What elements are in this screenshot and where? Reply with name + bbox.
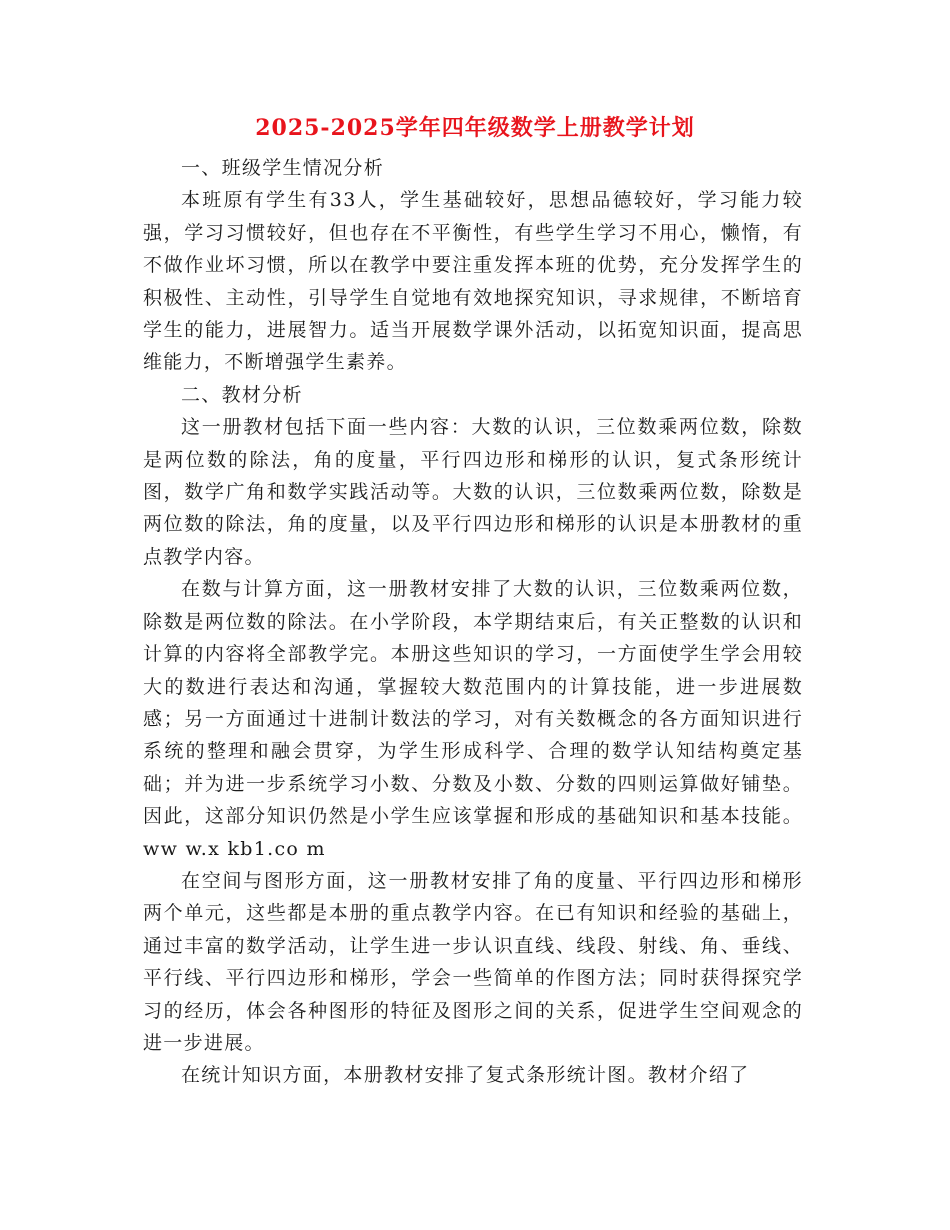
section-heading-textbook-analysis: 二、教材分析 xyxy=(181,383,303,406)
document-body xyxy=(143,152,803,1092)
paragraph-number-calculation: 在数与计算方面，这一册教材安排了大数的认识，三位数乘两位数，除数是两位数的除法。在小学阶段，本学期结束后，有关正整数的认识和计算的内容将全部教学完。本册这些知识的学习，一方面使学生学会用较大的数进行表达和沟通，掌握较大数范围内的计算技能，进一步进展数感；另一方面通过十进制计数法的学习，对有关数概念的各方面知识进行系统的整理和融会贯穿，为学生形成科学、合理的数学认知结构奠定基础；并为进一步系统学习小数、分数及小数、分数的四则运算做好铺垫。因此，这部分知识仍然是小学生应该掌握和形成的基础知识和基本技能。ww w.x kb1.co m xyxy=(143,578,803,860)
document-title: 2025-2025学年四年级数学上册教学计划 xyxy=(255,115,695,141)
paragraph-class-analysis: 本班原有学生有33人，学生基础较好，思想品德较好，学习能力较强，学习习惯较好，但也存在不平衡性，有些学生学习不用心，懒惰，有不做作业坏习惯，所以在教学中要注重发挥本班的优势，充分发挥学生的积极性、主动性，引导学生自觉地有效地探究知识，寻求规律，不断培育学生的能力，进展智力。适当开展数学课外活动，以拓宽知识面，提高思维能力，不断增强学生素养。 xyxy=(143,189,803,374)
paragraph-statistics: 在统计知识方面，本册教材安排了复式条形统计图。教材介绍了 xyxy=(181,1064,750,1087)
paragraph-textbook-contents: 这一册教材包括下面一些内容：大数的认识，三位数乘两位数，除数是两位数的除法，角的度量，平行四边形和梯形的认识，复式条形统计图，数学广角和数学实践活动等。大数的认识，三位数乘两位数，除数是两位数的除法，角的度量，以及平行四边形和梯形的认识是本册教材的重点教学内容。 xyxy=(143,416,803,568)
paragraph-space-geometry: 在空间与图形方面，这一册教材安排了角的度量、平行四边形和梯形两个单元，这些都是本册的重点教学内容。在已有知识和经验的基础上，通过丰富的数学活动，让学生进一步认识直线、线段、射线、角、垂线、平行线、平行四边形和梯形，学会一些简单的作图方法；同时获得探究学习的经历，体会各种图形的特征及图形之间的关系，促进学生空间观念的进一步进展。 xyxy=(143,869,803,1054)
section-heading-class-analysis: 一、班级学生情况分析 xyxy=(181,157,385,179)
